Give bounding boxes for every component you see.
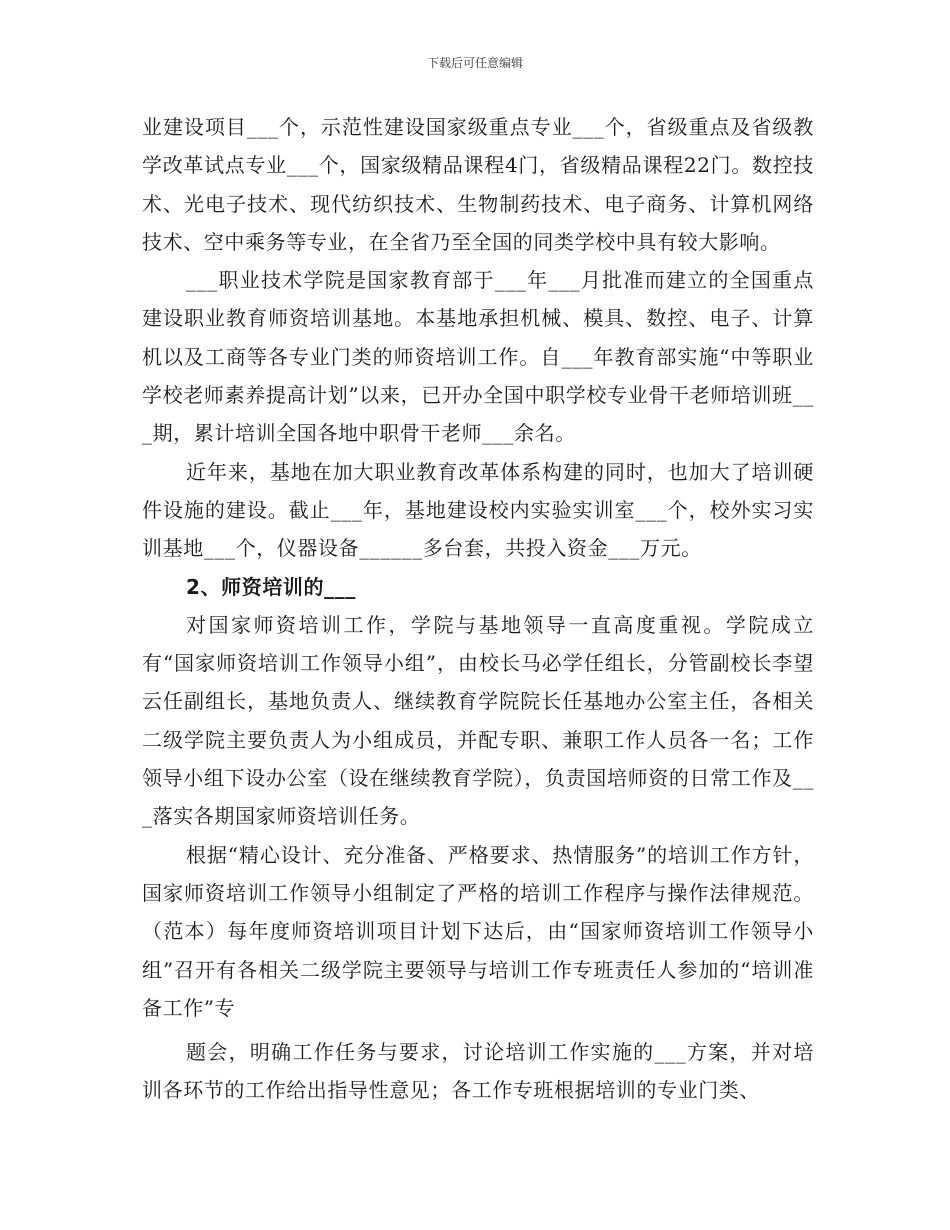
paragraph-4: 对国家师资培训工作，学院与基地领导一直高度重视。学院成立有“国家师资培训工作领导小组”，由校长马必学任组长，分管副校长李望云任副组长，基地负责人、继续教育学院院长任基地办公室主任，各相关二级学院主要负责人为小组成员，并配专职、兼职工作人员各一名；工作领导小组下设办公室（设在继续教育学院），负责国培师资的日常工作及___落实各期国家师资培训任务。 bbox=[142, 612, 814, 829]
paragraph-1: 业建设项目___个，示范性建设国家级重点专业___个，省级重点及省级教学改革试点专业___个，国家级精品课程4门，省级精品课程22门。数控技术、光电子技术、现代纺织技术、生物制药技术、电子商务、计算机网络技术、空中乘务等专业，在全省乃至全国的同类学校中具有较大影响。 bbox=[142, 115, 814, 254]
paragraph-6: 题会，明确工作任务与要求，讨论培训工作实施的___方案，并对培训各环节的工作给出指导性意见；各工作专班根据培训的专业门类、 bbox=[142, 1040, 814, 1103]
paragraph-5: 根据“精心设计、充分准备、严格要求、热情服务”的培训工作方针，国家师资培训工作领导小组制定了严格的培训工作程序与操作法律规范。（范本）每年度师资培训项目计划下达后，由“国家师资培训工作领导小组”召开有各相关二级学院主要领导与培训工作专班责任人参加的“培训准备工作”专 bbox=[142, 842, 814, 1020]
section-heading-2: 2、师资培训的___ bbox=[186, 574, 356, 599]
paragraph-3: 近年来，基地在加大职业教育改革体系构建的同时，也加大了培训硬件设施的建设。截止___年，基地建设校内实验实训室___个，校外实习实训基地___个，仪器设备______多台套，共投入资金___万元。 bbox=[142, 459, 814, 561]
paragraph-2: ___职业技术学院是国家教育部于___年___月批准而建立的全国重点建设职业教育师资培训基地。本基地承担机械、模具、数控、电子、计算机以及工商等各专业门类的师资培训工作。自___年教育部实施“中等职业学校老师素养提高计划”以来，已开办全国中职学校专业骨干老师培训班___期，累计培训全国各地中职骨干老师___余名。 bbox=[142, 268, 814, 446]
page-header-note: 下载后可任意编辑 bbox=[426, 56, 523, 70]
document-body bbox=[142, 108, 814, 1110]
